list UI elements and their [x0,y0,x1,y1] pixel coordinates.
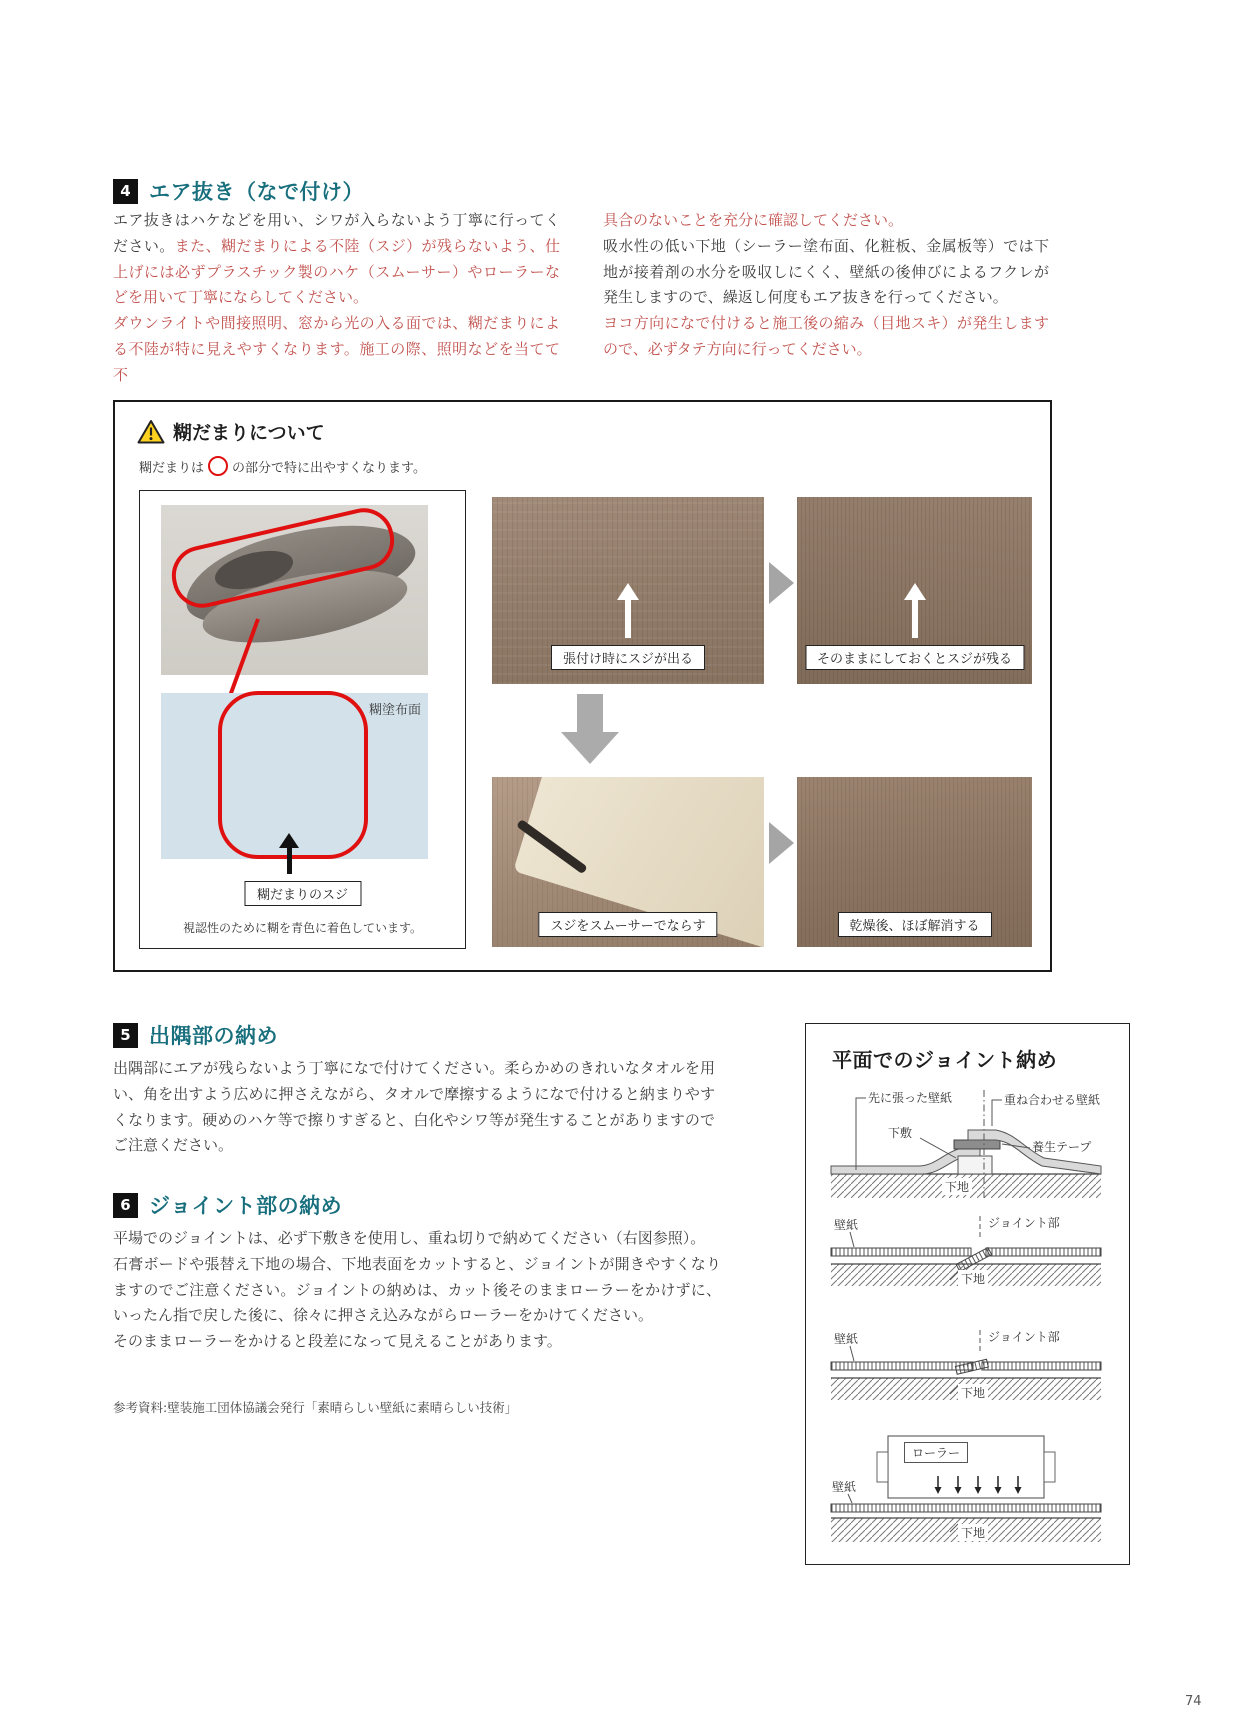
label-base: 下地 [958,1384,988,1401]
step-2-label: そのままにしておくとスジが残る [805,645,1024,670]
paragraph-warning: ダウンライトや間接照明、窓から光の入る面では、糊だまりによる不陸が特に見えやすくなります。施工の際、照明などを当てて不 [113,314,560,384]
glue-surface-label: 糊塗布面 [368,703,421,718]
step-3-label: スジをスムーサーでならす [538,912,717,937]
label-base: 下地 [958,1270,988,1287]
panel-note: 視認性のために糊を青色に着色しています。 [182,921,423,935]
step-1-label: 張付け時にスジが出る [551,645,705,670]
joint-diagram-1 [830,1086,1102,1204]
glue-example-panel [139,490,466,949]
label-wall-overlap: 重ね合わせる壁紙 [1004,1093,1101,1107]
arrow-head [279,833,299,848]
joint-diagram-box [805,1023,1130,1565]
label-wall-first: 先に張った壁紙 [868,1091,953,1105]
joint-diagram-2-drawing [830,1210,1102,1302]
glue-warning-box [113,400,1052,972]
arrow-shaft [912,600,918,638]
label-wall: 壁紙 [832,1480,857,1494]
label-wall: 壁紙 [834,1332,859,1346]
section5-body [113,1056,715,1159]
joint-box-title: 平面でのジョイント納め [832,1048,1058,1072]
section5-heading [113,1020,278,1050]
paragraph: 吸水性の低い下地（シーラー塗布面、化粧板、金属板等）では下地が接着剤の水分を吸収しにくく、壁紙の後伸びによるフクレが発生しますので、繰返し何度もエア抜きを行ってください。 [603,236,1049,307]
section6-heading [113,1190,342,1220]
text-run-warning: また、糊だまりによる不陸（スジ）が残らないよう、仕上げには必ずプラスチック製のハケ（スムーサー）やローラーなどを用いて丁寧にならしてください。 [113,236,560,307]
arrow-shaft [287,848,292,874]
reference-note: 参考資料:壁装施工団体協議会発行「素晴らしい壁紙に素晴らしい技術」 [113,1400,518,1415]
section4-heading [113,176,364,206]
label-base: 下地 [958,1524,988,1541]
section4-title: エア抜き（なで付け） [149,180,364,204]
glue-spot-circle-icon [208,456,228,476]
paragraph-warning: 具合のないことを充分に確認してください。 [603,211,904,229]
arrow-down-icon [561,694,619,764]
step-4-label: 乾燥後、ほぼ解消する [837,912,991,937]
section6-number-badge: 6 [113,1193,138,1218]
arrow-head [561,732,619,764]
arrow-up-icon [904,583,926,638]
arrow-up-icon [617,583,639,638]
arrow-right-icon [769,562,794,604]
paragraph: 出隅部にエアが残らないよう丁寧になで付けてください。柔らかめのきれいなタオルを用い、角を出すよう広めに押さえながら、タオルで摩擦するようになで付けると納まりやすくなります。硬めのハケ等で擦りすぎると、白化やシワ等が発生することがありますのでご注意ください。 [113,1059,715,1155]
glue-streak-label: 糊だまりのスジ [244,881,361,906]
arrow-right-icon [769,822,794,864]
arrow-shaft [577,694,603,732]
section4-right-column [603,208,1049,363]
label-joint: ジョイント部 [988,1330,1060,1344]
arrow-head [617,583,639,600]
glue-box-caption [139,456,426,476]
section5-number-badge: 5 [113,1023,138,1048]
section4-left-column [113,208,560,389]
joint-diagram-3-drawing [830,1324,1102,1416]
paragraph: 平場でのジョイントは、必ず下敷きを使用し、重ね切りで納めてください（右図参照）。 [113,1229,706,1247]
joint-diagram-3 [830,1324,1102,1416]
label-wall: 壁紙 [834,1218,859,1232]
warning-triangle-icon [137,419,165,445]
label-roller: ローラー [904,1442,968,1463]
paragraph: そのままローラーをかけると段差になって見えることがあります。 [113,1332,562,1351]
text-run: エア抜きはハケなどを用い、シワが入らないよう丁寧に行ってください。 [113,211,560,255]
label-base: 下地 [942,1178,972,1195]
section5-title: 出隅部の納め [149,1024,278,1048]
joint-diagram-2 [830,1210,1102,1302]
photo-step-2 [797,497,1032,684]
arrow-up-icon [279,833,299,874]
paragraph: 石膏ボードや張替え下地の場合、下地表面をカットすると、ジョイントが開きやすくなりますのでご注意ください。ジョイントの納めは、カット後そのままローラーをかけずに、いったん指で戻した後に、徐々に押さえ込みながらローラーをかけてください。 [113,1254,721,1325]
section6-body [113,1226,721,1355]
photo-step-3 [492,777,764,947]
caption-suffix: の部分で特に出やすくなります。 [232,460,426,476]
paragraph-warning: ヨコ方向になで付けると施工後の縮み（目地スキ）が発生しますので、必ずタテ方向に行ってください。 [603,314,1049,358]
page-number: 74 [1185,1694,1202,1709]
glue-box-heading [137,418,325,445]
caption-prefix: 糊だまりは [139,460,205,476]
arrow-head [904,583,926,600]
section4-number-badge: 4 [113,179,138,204]
label-tape: 養生テープ [1032,1140,1092,1154]
paragraph [113,208,560,311]
label-joint: ジョイント部 [988,1216,1060,1230]
photo-step-4 [797,777,1032,947]
arrow-shaft [625,600,631,638]
label-underlay: 下敷 [888,1126,913,1140]
joint-diagram-4 [830,1432,1102,1558]
photo-step-1 [492,497,764,684]
glue-box-title: 糊だまりについて [173,422,325,444]
section6-title: ジョイント部の納め [149,1194,343,1218]
